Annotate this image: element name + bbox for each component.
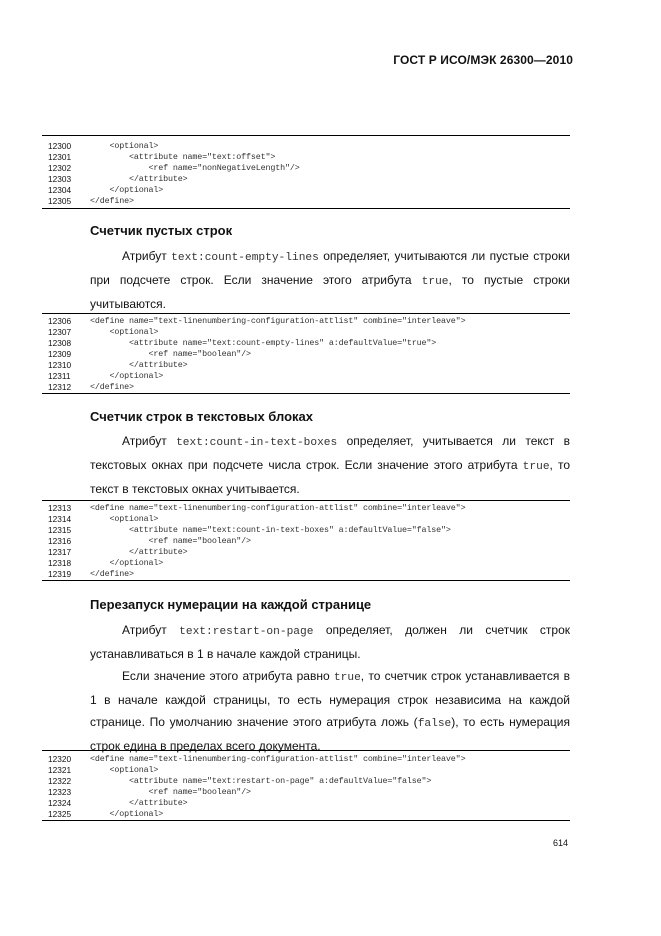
line-number: 12300 bbox=[48, 141, 72, 151]
code-text: <attribute name="text:count-in-text-boxes" a:defaultValue="false"> bbox=[90, 525, 451, 535]
inline-code: text:count-in-text-boxes bbox=[176, 437, 338, 449]
section-heading: Счетчик пустых строк bbox=[90, 223, 233, 238]
line-number: 12312 bbox=[48, 382, 72, 392]
code-text: <ref name="nonNegativeLength"/> bbox=[90, 163, 300, 173]
code-text: <optional> bbox=[90, 141, 159, 151]
paragraph: Атрибут text:restart-on-page определяет, должен ли счетчик строк устанавливаться в 1 в начале каждой страницы. Если значение этого атрибута равно true, то счетчик строк устанавливается в 1 в начале каждой страницы, то есть нумерация строк независима на каждой странице. По умолчанию значение этого атрибута ложь (false), то есть нумерация строк едина в пределах всего документа. bbox=[90, 623, 571, 753]
line-number: 12306 bbox=[48, 316, 72, 326]
inline-code: true bbox=[333, 672, 361, 684]
page-header-title: ГОСТ Р ИСО/МЭК 26300—2010 bbox=[393, 53, 573, 67]
line-number: 12321 bbox=[48, 765, 72, 775]
line-number: 12301 bbox=[48, 152, 72, 162]
line-number: 12319 bbox=[48, 569, 72, 579]
inline-code: text:restart-on-page bbox=[179, 626, 314, 638]
line-number: 12324 bbox=[48, 798, 72, 808]
section-heading: Счетчик строк в текстовых блоках bbox=[90, 409, 313, 424]
line-number: 12303 bbox=[48, 174, 72, 184]
line-number: 12315 bbox=[48, 525, 72, 535]
line-number: 12307 bbox=[48, 327, 72, 337]
code-text: </optional> bbox=[90, 809, 164, 819]
line-number: 12316 bbox=[48, 536, 72, 546]
page-number: 614 bbox=[552, 838, 568, 848]
code-rule-bottom bbox=[42, 820, 570, 821]
code-rule-bottom bbox=[42, 208, 570, 209]
code-text: </define> bbox=[90, 569, 134, 579]
line-number: 12322 bbox=[48, 776, 72, 786]
code-text: <attribute name="text:offset"> bbox=[90, 152, 276, 162]
code-rule-bottom bbox=[42, 580, 570, 581]
code-rule-top bbox=[42, 750, 570, 751]
inline-code: false bbox=[417, 718, 452, 730]
code-text: <define name="text-linenumbering-configuration-attlist" combine="interleave"> bbox=[90, 754, 466, 764]
code-rule-bottom bbox=[42, 393, 570, 394]
line-number: 12305 bbox=[48, 196, 72, 206]
code-text: </define> bbox=[90, 382, 134, 392]
inline-code: true bbox=[421, 276, 449, 288]
code-text: </define> bbox=[90, 196, 134, 206]
line-number: 12304 bbox=[48, 185, 72, 195]
code-text: </optional> bbox=[90, 371, 164, 381]
code-text: </attribute> bbox=[90, 174, 188, 184]
code-text: <optional> bbox=[90, 765, 159, 775]
line-number: 12309 bbox=[48, 349, 72, 359]
code-text: <optional> bbox=[90, 327, 159, 337]
code-text: </attribute> bbox=[90, 798, 188, 808]
code-text: <define name="text-linenumbering-configuration-attlist" combine="interleave"> bbox=[90, 316, 466, 326]
line-number: 12311 bbox=[48, 371, 71, 381]
line-number: 12320 bbox=[48, 754, 72, 764]
paragraph: Атрибут text:count-in-text-boxes определяет, учитывается ли текст в текстовых окнах при подсчете числа строк. Если значение этого атрибута true, то текст в текстовых окнах учитывается. bbox=[90, 434, 571, 496]
line-number: 12310 bbox=[48, 360, 72, 370]
code-text: <ref name="boolean"/> bbox=[90, 787, 251, 797]
paragraph: Атрибут text:count-empty-lines определяет, учитываются ли пустые строки при подсчете строк. Если значение этого атрибута true, то пустые строки учитываются. bbox=[90, 249, 570, 311]
code-text: </attribute> bbox=[90, 547, 188, 557]
line-number: 12314 bbox=[48, 514, 72, 524]
line-number: 12325 bbox=[48, 809, 72, 819]
line-number: 12318 bbox=[48, 558, 72, 568]
code-rule-top bbox=[42, 313, 570, 314]
inline-code: text:count-empty-lines bbox=[171, 252, 319, 264]
line-number: 12317 bbox=[48, 547, 72, 557]
line-number: 12313 bbox=[48, 503, 72, 513]
line-number: 12308 bbox=[48, 338, 72, 348]
inline-code: true bbox=[522, 461, 550, 473]
code-text: <optional> bbox=[90, 514, 159, 524]
code-text: </attribute> bbox=[90, 360, 188, 370]
code-text: </optional> bbox=[90, 185, 164, 195]
code-text: <define name="text-linenumbering-configuration-attlist" combine="interleave"> bbox=[90, 503, 466, 513]
code-text: <ref name="boolean"/> bbox=[90, 349, 251, 359]
code-text: <attribute name="text:count-empty-lines" a:defaultValue="true"> bbox=[90, 338, 437, 348]
code-text: <ref name="boolean"/> bbox=[90, 536, 251, 546]
section-heading: Перезапуск нумерации на каждой странице bbox=[90, 597, 372, 612]
code-text: <attribute name="text:restart-on-page" a:defaultValue="false"> bbox=[90, 776, 432, 786]
code-rule-top bbox=[42, 500, 570, 501]
code-text: </optional> bbox=[90, 558, 164, 568]
line-number: 12302 bbox=[48, 163, 72, 173]
code-rule-top bbox=[42, 135, 570, 136]
line-number: 12323 bbox=[48, 787, 72, 797]
